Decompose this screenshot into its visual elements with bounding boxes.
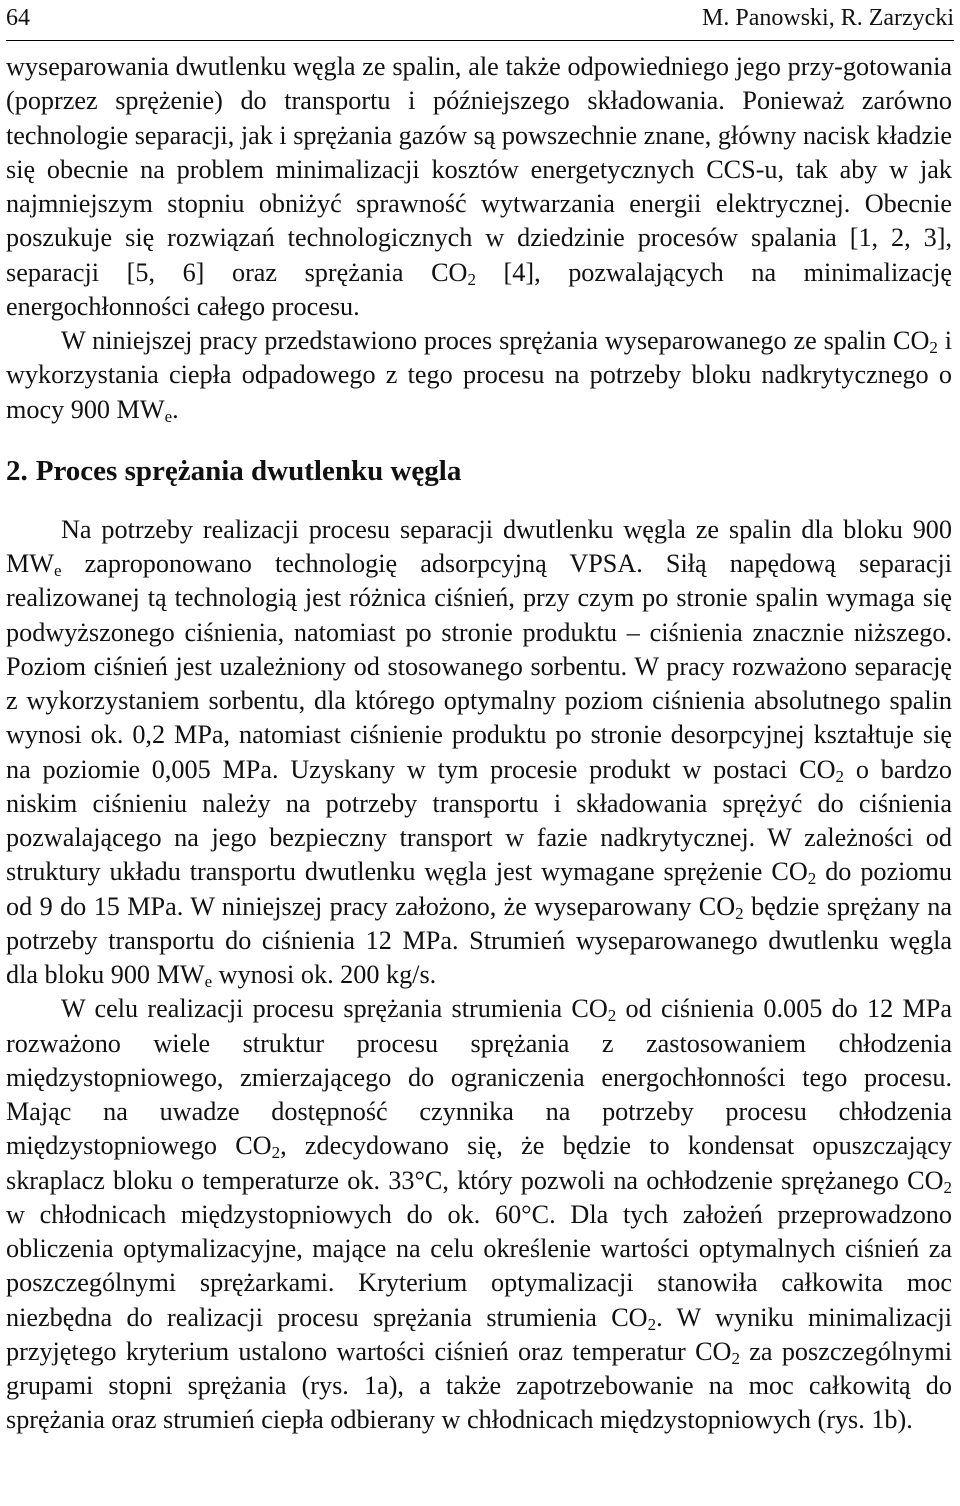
section-number: 2. [6, 454, 28, 487]
paragraph-intro-continued: wyseparowania dwutlenku węgla ze spalin, ale także odpowiedniego jego przy-gotowania (poprzez sprężenie) do transportu i późniejszego składowania. Ponieważ zarówno technologie separacji, jak i sprężania gazów są powszechnie znane, główny nacisk kładzie się obecnie na problem minimalizacji kosztów energetycznych CCS-u, tak aby w jak najmniejszym stopniu obniżyć sprawność wytwarzania energii elektrycznej. Obecnie poszukuje się rozwiązań technologicznych w dziedzinie procesów spalania [1, 2, 3], separacji [5, 6] oraz sprężania $CO_2$ [4], pozwalających na minimalizację energochłonności całego procesu. [6, 52, 952, 321]
section-heading [6, 453, 952, 489]
running-header [6, 0, 954, 41]
paragraph-scope: W niniejszej pracy przedstawiono proces sprężania wyseparowanego ze spalin $CO_2$ i wykorzystania ciepła odpadowego z tego procesu na potrzeby bloku nadkrytycznego o mocy 900 $MW_e$. [6, 326, 952, 426]
page-body [6, 50, 952, 1438]
paragraph-vpsa: Na potrzeby realizacji procesu separacji dwutlenku węgla ze spalin dla bloku 900 $MW_e$ zaproponowano technologię adsorpcyjną VPSA. Siłą napędową separacji realizowanej tą technologią jest różnica ciśnień, przy czym po stronie spalin wymaga się podwyższonego ciśnienia, natomiast po stronie produktu – ciśnienia znacznie niższego. Poziom ciśnień jest uzależniony od stosowanego sorbentu. W pracy rozważono separację z wykorzystaniem sorbentu, dla którego optymalny poziom ciśnienia absolutnego spalin wynosi ok. 0,2 MPa, natomiast ciśnienie produktu po stronie desorpcyjnej kształtuje się na poziomie 0,005 MPa. Uzyskany w tym procesie produkt w postaci $CO_2$ o bardzo niskim ciśnieniu należy na potrzeby transportu i składowania sprężyć do ciśnienia pozwalającego na jego bezpieczny transport w fazie nadkrytycznej. W zależności od struktury układu transportu dwutlenku węgla jest wymagane sprężenie $CO_2$ do poziomu od 9 do 15 MPa. W niniejszej pracy założono, że wyseparowany $CO_2$ będzie sprężany na potrzeby transportu do ciśnienia 12 MPa. Strumień wyseparowanego dwutlenku węgla dla bloku 900 $MW_e$ wynosi ok. 200 kg/s. [6, 514, 952, 991]
section-title: Proces sprężania dwutlenku węgla [35, 454, 462, 487]
running-header-authors: M. Panowski, R. Zarzycki [702, 5, 954, 31]
page-number: 64 [6, 5, 30, 31]
paragraph-compression: W celu realizacji procesu sprężania strumienia $CO_2$ od ciśnienia 0.005 do 12 MPa rozważono wiele struktur procesu sprężania z zastosowaniem chłodzenia międzystopniowego, zmierzającego do ograniczenia energochłonności tego procesu. Mając na uwadze dostępność czynnika na potrzeby procesu chłodzenia międzystopniowego $CO_2$, zdecydowano się, że będzie to kondensat opuszczający skraplacz bloku o temperaturze ok. 33°C, który pozwoli na ochłodzenie sprężanego $CO_2$ w chłodnicach międzystopniowych do ok. 60°C. Dla tych założeń przeprowadzono obliczenia optymalizacyjne, mające na celu określenie wartości optymalnych ciśnień za poszczególnymi sprężarkami. Kryterium optymalizacji stanowiła całkowita moc niezbędna do realizacji procesu sprężania strumienia $CO_2$. W wyniku minimalizacji przyjętego kryterium ustalono wartości ciśnień oraz temperatur $CO_2$ za poszczególnymi grupami stopni sprężania (rys. 1a), a także zapotrzebowanie na moc całkowitą do sprężania oraz strumień ciepła odbierany w chłodnicach międzystopniowych (rys. 1b). [6, 994, 952, 1435]
